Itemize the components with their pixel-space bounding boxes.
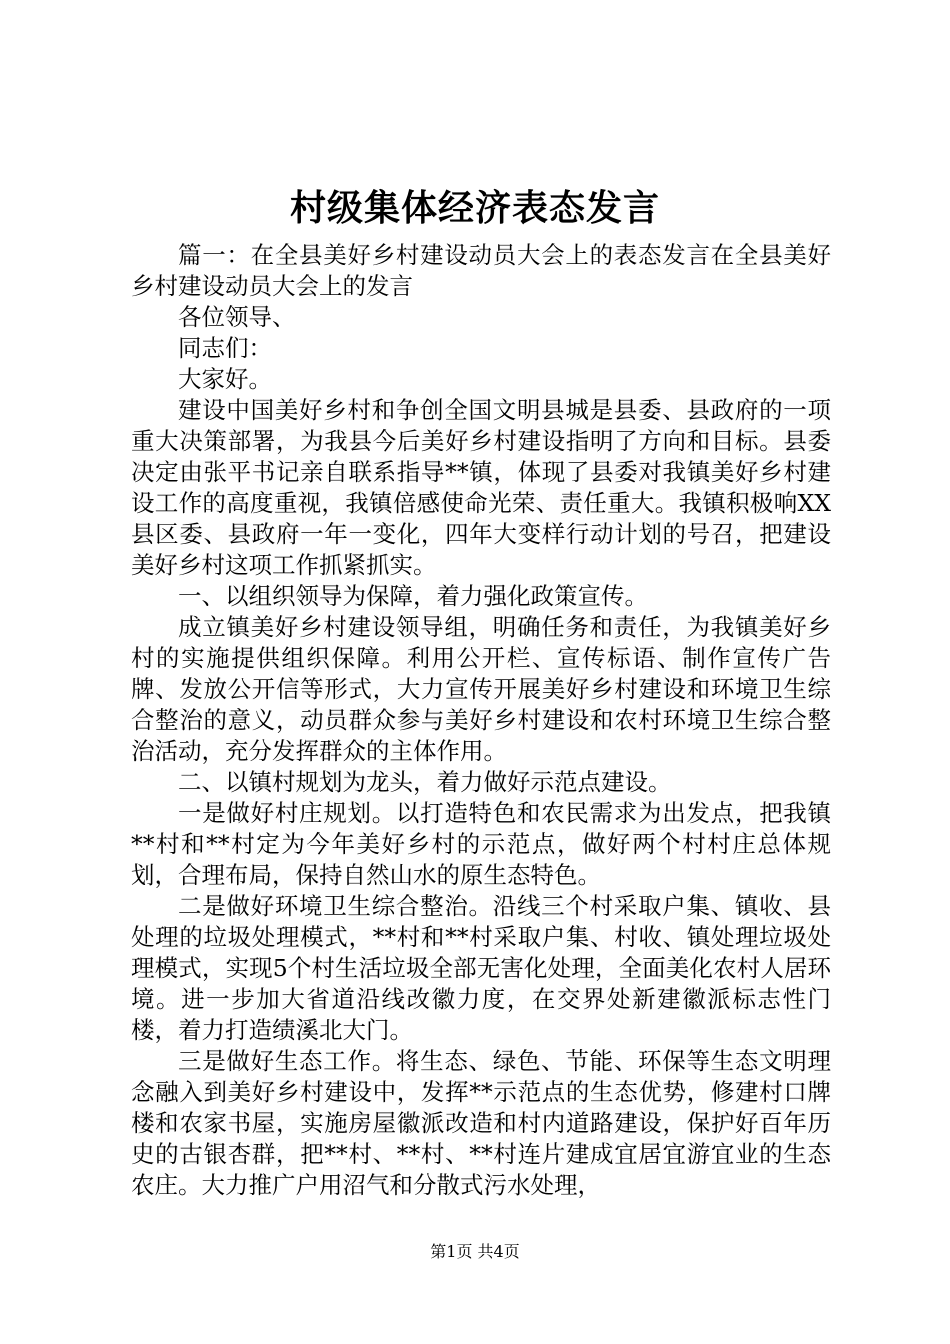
page-number-footer: 第1页 共4页 xyxy=(430,1242,520,1261)
paragraph: 成立镇美好乡村建设领导组，明确任务和责任，为我镇美好乡村的实施提供组织保障。利用公开栏、宣传标语、制作宣传广告牌、发放公开信等形式，大力宣传开展美好乡村建设和环境卫生综合整治的意义，动员群众参与美好乡村建设和农村环境卫生综合整治活动，充分发挥群众的主体作用。 xyxy=(131,613,831,765)
paragraph: 篇一：在全县美好乡村建设动员大会上的表态发言在全县美好乡村建设动员大会上的发言 xyxy=(131,241,831,300)
document-title: 村级集体经济表态发言 xyxy=(289,187,660,229)
paragraph: 大家好。 xyxy=(178,365,272,393)
paragraph: 三是做好生态工作。将生态、绿色、节能、环保等生态文明理念融入到美好乡村建设中，发挥**示范点的生态优势，修建村口牌楼和农家书屋，实施房屋徽派改造和村内道路建设，保护好百年历史的古银杏群，把**村、**村、**村连片建成宜居宜游宜业的生态农庄。大力推广户用沼气和分散式污水处理， xyxy=(131,1047,831,1199)
paragraph: 一是做好村庄规划。以打造特色和农民需求为出发点，把我镇**村和**村定为今年美好乡村的示范点，做好两个村村庄总体规划，合理布局，保持自然山水的原生态特色。 xyxy=(131,799,831,889)
section-heading: 二、以镇村规划为龙头，着力做好示范点建设。 xyxy=(178,768,672,796)
paragraph: 建设中国美好乡村和争创全国文明县城是县委、县政府的一项重大决策部署，为我县今后美好乡村建设指明了方向和目标。县委决定由张平书记亲自联系指导**镇，体现了县委对我镇美好乡村建设工作的高度重视，我镇倍感使命光荣、责任重大。我镇积极响XX县区委、县政府一年一变化，四年大变样行动计划的号召，把建设美好乡村这项工作抓紧抓实。 xyxy=(131,396,831,579)
section-heading: 一、以组织领导为保障，着力强化政策宣传。 xyxy=(178,582,648,610)
paragraph: 同志们： xyxy=(178,334,272,362)
paragraph: 二是做好环境卫生综合整治。沿线三个村采取户集、镇收、县处理的垃圾处理模式，**村和**村采取户集、村收、镇处理垃圾处理模式，实现5个村生活垃圾全部无害化处理，全面美化农村人居环境。进一步加大省道沿线改徽力度，在交界处新建徽派标志性门楼，着力打造绩溪北大门。 xyxy=(131,892,831,1044)
paragraph: 各位领导、 xyxy=(178,303,296,331)
document-body xyxy=(131,240,831,1201)
